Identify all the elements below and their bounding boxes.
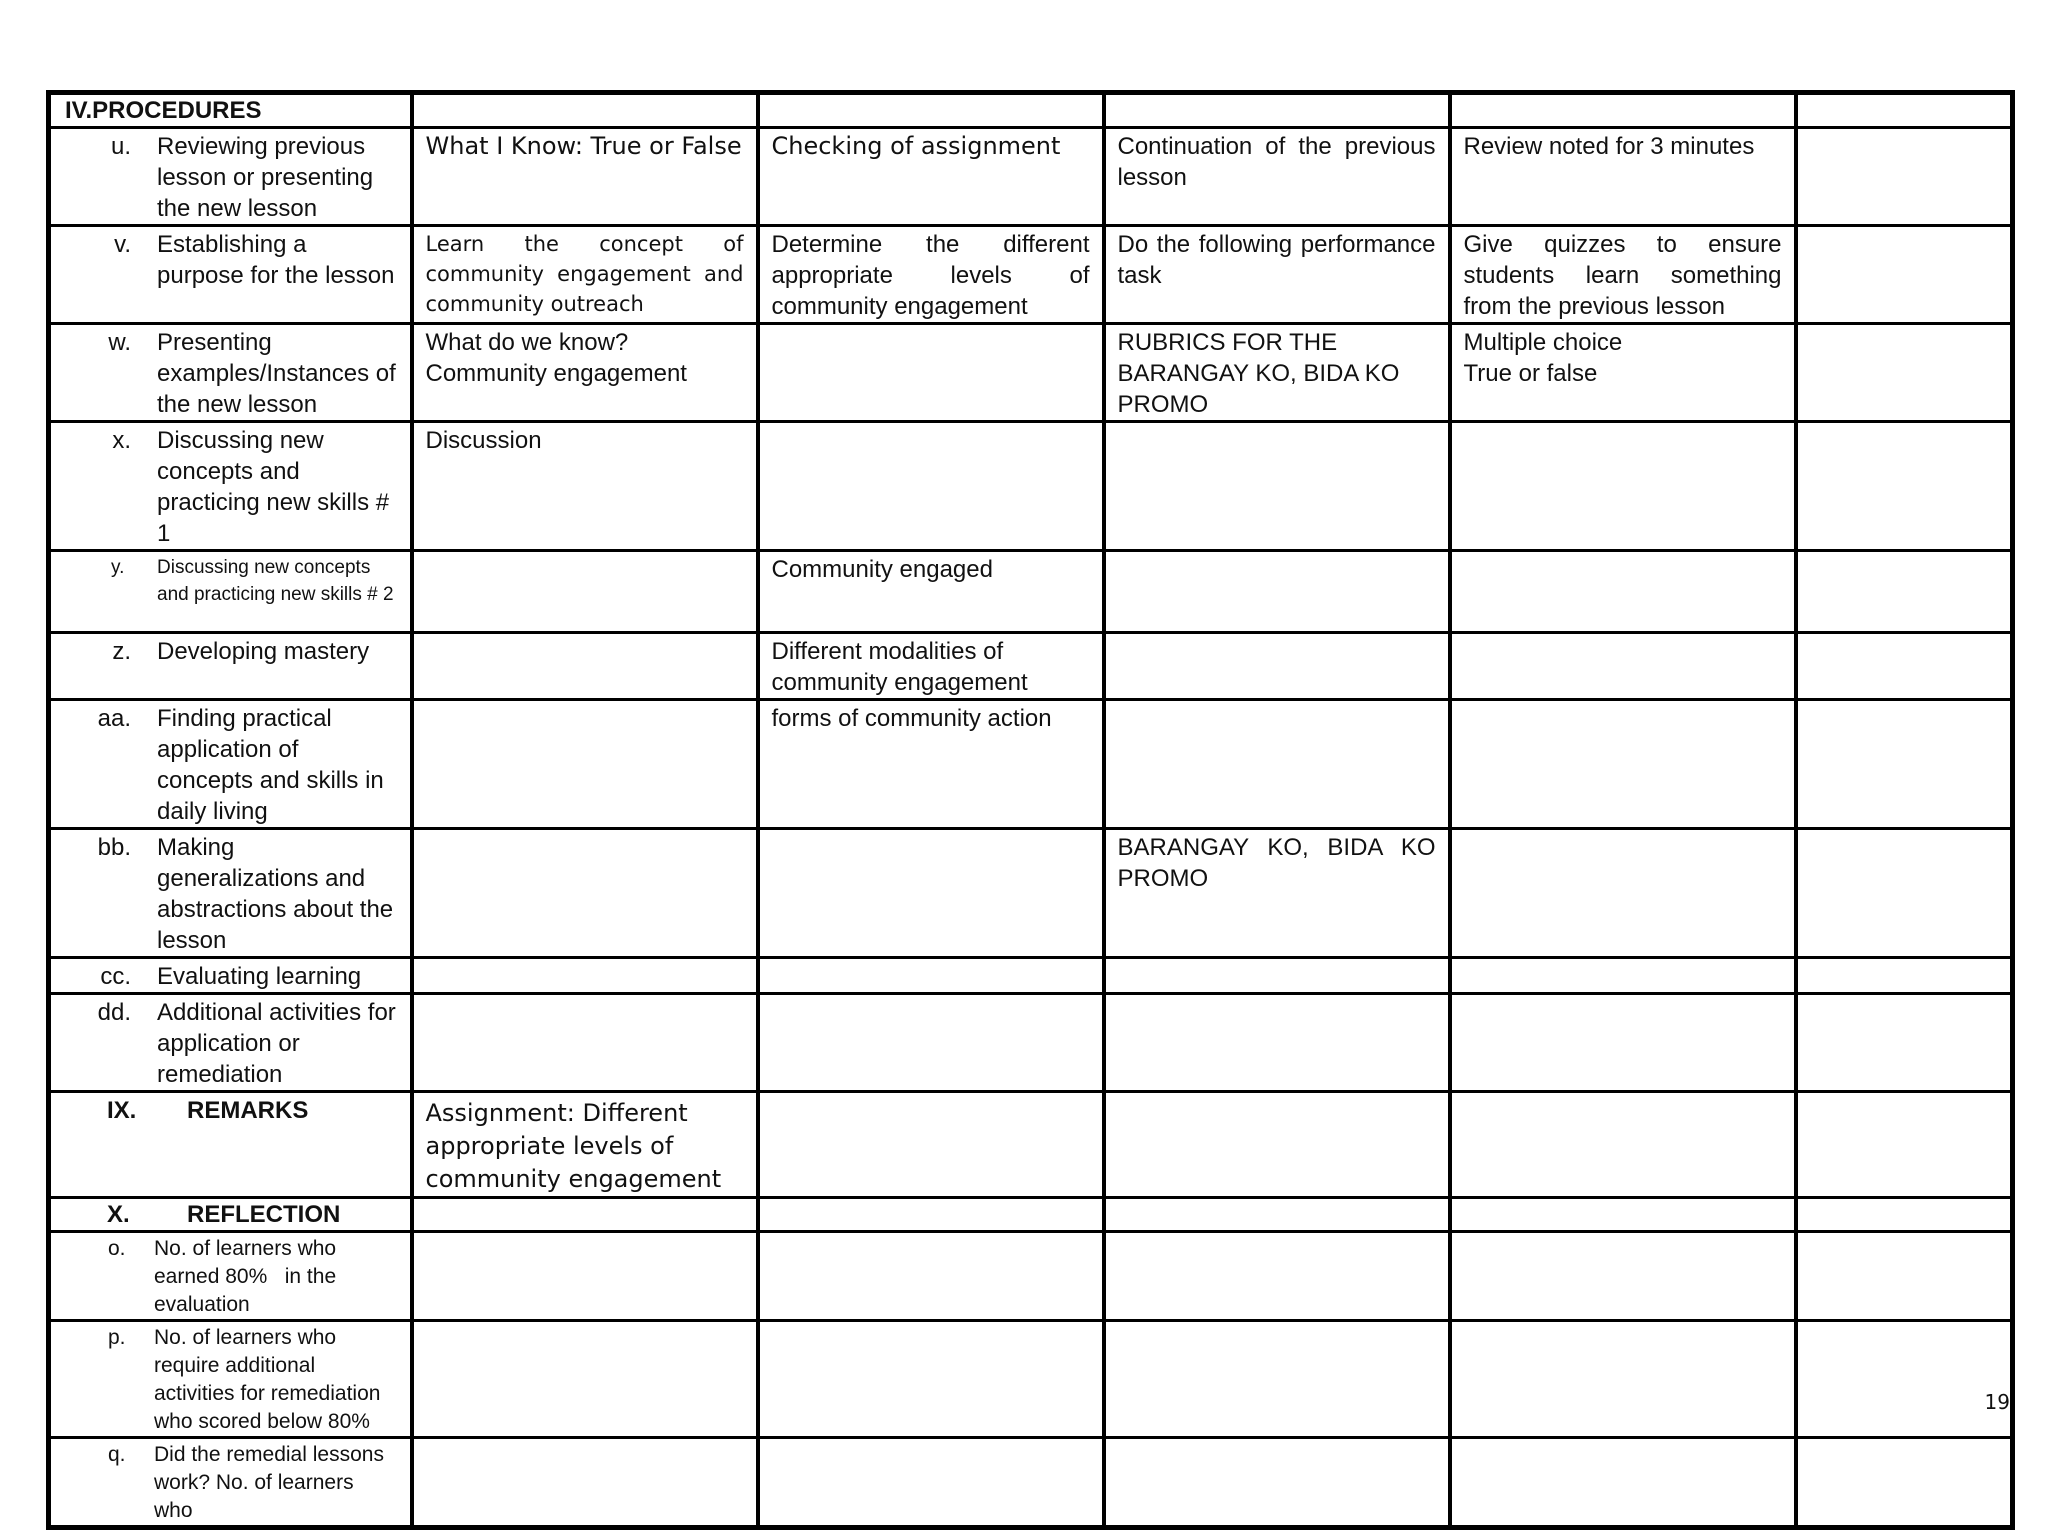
table-row [49, 128, 2013, 226]
item-letter: q. [108, 1443, 126, 1466]
item-label: Reviewing previous lesson or presenting the new lesson [157, 133, 374, 222]
item-label: No. of learners who require additional activities for remediation who scored below 80% [154, 1326, 381, 1433]
table-row [49, 958, 2013, 994]
table-row [49, 324, 2013, 422]
table-cell [412, 1321, 758, 1438]
row-label-cell [49, 551, 412, 633]
row-label-cell [49, 1438, 412, 1528]
table-cell [412, 1232, 758, 1321]
item-letter: y. [111, 557, 125, 578]
table-cell [758, 1198, 1104, 1232]
item-letter: bb. [97, 834, 131, 861]
row-label-cell [49, 633, 412, 700]
table-cell [1450, 1438, 1796, 1528]
row-label-cell [49, 1232, 412, 1321]
table-cell [412, 1198, 758, 1232]
table-row [49, 1321, 2013, 1438]
table-cell: BARANGAY KO, BIDA KO PROMO [1104, 829, 1450, 958]
row-label-cell [49, 994, 412, 1092]
table-cell [1450, 633, 1796, 700]
remarks-row [49, 1092, 2013, 1198]
table-cell [1450, 700, 1796, 829]
table-cell [412, 958, 758, 994]
table-cell [1796, 324, 2013, 422]
remarks-number: IX. [107, 1097, 137, 1124]
table-cell [758, 1438, 1104, 1528]
table-row [49, 700, 2013, 829]
table-row [49, 422, 2013, 551]
remarks-title: REMARKS [187, 1097, 309, 1124]
item-letter: w. [108, 329, 131, 356]
table-cell [758, 994, 1104, 1092]
table-cell: Learn the concept of community engagement and community outreach [412, 226, 758, 324]
item-label: Discussing new concepts and practicing new skills # 1 [157, 427, 390, 547]
item-letter: dd. [97, 999, 131, 1026]
table-cell [1450, 994, 1796, 1092]
item-letter: v. [114, 231, 131, 258]
row-label-cell [49, 324, 412, 422]
table-cell [1450, 1232, 1796, 1321]
header-cell [1450, 93, 1796, 128]
table-cell [1796, 226, 2013, 324]
table-cell: Different modalities of community engagement [758, 633, 1104, 700]
reflection-number: X. [107, 1201, 130, 1228]
table-cell: Community engaged [758, 551, 1104, 633]
table-cell [412, 700, 758, 829]
table-cell [412, 633, 758, 700]
table-cell [412, 551, 758, 633]
item-letter: aa. [97, 705, 131, 732]
table-cell: What do we know? Community engagement [412, 324, 758, 422]
table-cell [1104, 958, 1450, 994]
table-cell [1104, 1232, 1450, 1321]
row-label-cell [49, 1321, 412, 1438]
table-cell [1104, 422, 1450, 551]
table-row [49, 994, 2013, 1092]
table-cell [1796, 958, 2013, 994]
item-letter: p. [108, 1326, 126, 1349]
page-number: 19 [1984, 1390, 2010, 1414]
reflection-header-row [49, 1198, 2013, 1232]
row-label-cell [49, 128, 412, 226]
table-cell [1450, 422, 1796, 551]
table-cell [1450, 1092, 1796, 1198]
table-cell [1796, 551, 2013, 633]
table-cell: Multiple choice True or false [1450, 324, 1796, 422]
row-label-cell [49, 700, 412, 829]
reflection-title: REFLECTION [187, 1201, 341, 1228]
item-label: Presenting examples/Instances of the new lesson [157, 329, 396, 418]
table-cell [412, 829, 758, 958]
table-cell [1796, 422, 2013, 551]
table-cell [412, 1438, 758, 1528]
table-cell [1104, 994, 1450, 1092]
table-cell [1796, 128, 2013, 226]
table-cell [1796, 633, 2013, 700]
table-cell [1104, 1198, 1450, 1232]
table-cell: Checking of assignment [758, 128, 1104, 226]
table-cell [1104, 1092, 1450, 1198]
remarks-text-cell: Assignment: Different appropriate levels of community engagement [412, 1092, 758, 1198]
table-cell [758, 958, 1104, 994]
table-cell [1450, 958, 1796, 994]
item-label: Establishing a purpose for the lesson [157, 231, 395, 289]
item-label: Evaluating learning [157, 963, 362, 990]
table-cell [1796, 829, 2013, 958]
item-label: Finding practical application of concepts and skills in daily living [157, 705, 384, 825]
item-letter: z. [112, 638, 131, 665]
table-cell: Discussion [412, 422, 758, 551]
item-label: No. of learners who earned 80% in the evaluation [154, 1237, 342, 1316]
table-cell [1450, 829, 1796, 958]
procedures-table [46, 90, 2015, 1530]
table-cell [1104, 633, 1450, 700]
item-label: Making generalizations and abstractions about the lesson [157, 834, 394, 954]
table-cell [1796, 1438, 2013, 1528]
table-cell [1450, 1321, 1796, 1438]
remarks-label-cell [49, 1092, 412, 1198]
table-cell: Give quizzes to ensure students learn something from the previous lesson [1450, 226, 1796, 324]
table-cell [1796, 994, 2013, 1092]
table-cell [1450, 551, 1796, 633]
row-label-cell [49, 422, 412, 551]
table-cell [1796, 1092, 2013, 1198]
item-letter: u. [110, 133, 131, 160]
item-label: Developing mastery [157, 638, 370, 665]
header-cell [1796, 93, 2013, 128]
table-row [49, 633, 2013, 700]
table-row [49, 1438, 2013, 1528]
table-cell: Do the following performance task [1104, 226, 1450, 324]
item-label: Discussing new concepts and practicing new skills # 2 [157, 557, 394, 605]
table-cell [1796, 1232, 2013, 1321]
table-cell [1796, 1198, 2013, 1232]
table-cell: Review noted for 3 minutes [1450, 128, 1796, 226]
table-row [49, 226, 2013, 324]
table-cell [1796, 1321, 2013, 1438]
row-label-cell [49, 226, 412, 324]
section-header-row [49, 93, 2013, 128]
table-cell: RUBRICS FOR THE BARANGAY KO, BIDA KO PROMO [1104, 324, 1450, 422]
item-label: Did the remedial lessons work? No. of learners who [154, 1443, 384, 1522]
table-cell [758, 1232, 1104, 1321]
table-cell [758, 324, 1104, 422]
table-row [49, 1232, 2013, 1321]
table-row [49, 551, 2013, 633]
item-letter: o. [108, 1237, 126, 1260]
table-cell [1104, 551, 1450, 633]
section-title: IV.PROCEDURES [65, 97, 262, 124]
item-letter: cc. [100, 963, 131, 990]
table-cell [1104, 1321, 1450, 1438]
header-cell [1104, 93, 1450, 128]
row-label-cell [49, 829, 412, 958]
table-cell [758, 422, 1104, 551]
header-cell [758, 93, 1104, 128]
table-cell [758, 1321, 1104, 1438]
header-cell [412, 93, 758, 128]
item-label: Additional activities for application or remediation [157, 999, 396, 1088]
table-cell: forms of community action [758, 700, 1104, 829]
table-cell: Continuation of the previous lesson [1104, 128, 1450, 226]
table-cell [1450, 1198, 1796, 1232]
table-cell [758, 1092, 1104, 1198]
table-cell: What I Know: True or False [412, 128, 758, 226]
table-cell [758, 829, 1104, 958]
table-cell [1104, 700, 1450, 829]
table-cell [1796, 700, 2013, 829]
row-label-cell [49, 958, 412, 994]
section-title-cell [49, 93, 412, 128]
reflection-label-cell [49, 1198, 412, 1232]
item-letter: x. [112, 427, 131, 454]
table-cell [412, 994, 758, 1092]
table-row [49, 829, 2013, 958]
table-cell: Determine the different appropriate levels of community engagement [758, 226, 1104, 324]
table-cell [1104, 1438, 1450, 1528]
